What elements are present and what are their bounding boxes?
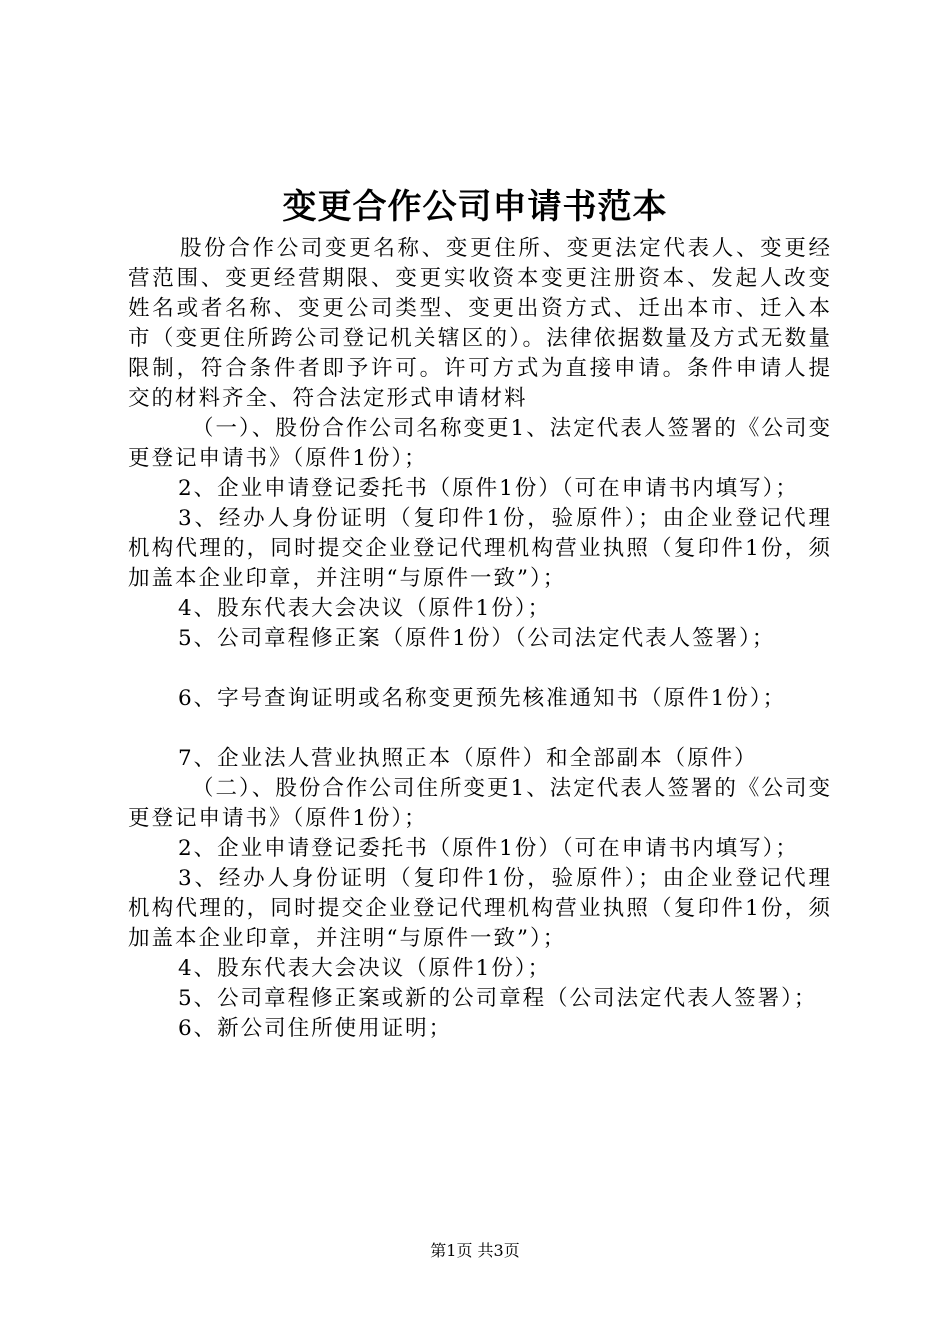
section-2-item-5: 5、公司章程修正案或新的公司章程（公司法定代表人签署）； xyxy=(178,986,818,1011)
section-2-item-2: 2、企业申请登记委托书（原件1份）（可在申请书内填写）； xyxy=(178,836,799,861)
section-1-item-4: 4、股东代表大会决议（原件1份）； xyxy=(178,596,552,621)
page-number-footer: 第1页 共3页 xyxy=(430,1241,520,1260)
document-body xyxy=(128,234,832,1044)
section-2-heading: （二）、股份合作公司住所变更1、法定代表人签署的《公司变更登记申请书》（原件1份）； xyxy=(128,776,832,831)
document-title: 变更合作公司申请书范本 xyxy=(282,187,668,227)
section-1-item-5: 5、公司章程修正案（原件1份）（公司法定代表人签署）； xyxy=(178,626,776,651)
section-2-item-3: 3、经办人身份证明（复印件1份，验原件）；由企业登记代理机构代理的，同时提交企业登记代理机构营业执照（复印件1份，须加盖本企业印章，并注明“与原件一致”）； xyxy=(128,866,832,951)
section-2-item-4: 4、股东代表大会决议（原件1份）； xyxy=(178,956,552,981)
section-1-item-2: 2、企业申请登记委托书（原件1份）（可在申请书内填写）； xyxy=(178,476,799,501)
section-1-heading: （一）、股份合作公司名称变更1、法定代表人签署的《公司变更登记申请书》（原件1份）； xyxy=(128,416,832,471)
section-2-item-6: 6、新公司住所使用证明； xyxy=(178,1016,453,1041)
section-1-item-6: 6、字号查询证明或名称变更预先核准通知书（原件1份）； xyxy=(178,686,787,711)
section-1-item-3: 3、经办人身份证明（复印件1份，验原件）；由企业登记代理机构代理的，同时提交企业登记代理机构营业执照（复印件1份，须加盖本企业印章，并注明“与原件一致”）； xyxy=(128,506,832,591)
intro-paragraph: 股份合作公司变更名称、变更住所、变更法定代表人、变更经营范围、变更经营期限、变更实收资本变更注册资本、发起人改变姓名或者名称、变更公司类型、变更出资方式、迁出本市、迁入本市（变更住所跨公司登记机关辖区的）。法律依据数量及方式无数量限制，符合条件者即予许可。许可方式为直接申请。条件申请人提交的材料齐全、符合法定形式申请材料 xyxy=(128,236,832,411)
section-1-item-7: 7、企业法人营业执照正本（原件）和全部副本（原件） xyxy=(178,746,758,771)
